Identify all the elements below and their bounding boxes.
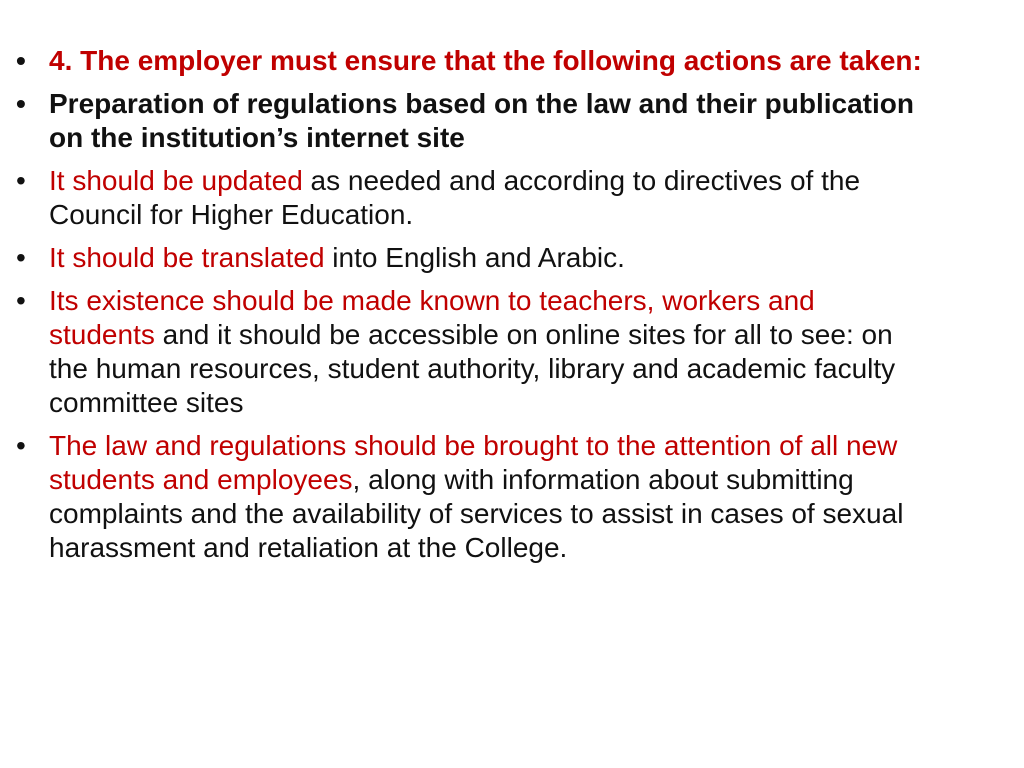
- list-item-updated: [16, 164, 924, 232]
- bullet-icon: •: [16, 285, 26, 316]
- list-item-heading: [16, 44, 924, 78]
- preparation-text: Preparation of regulations based on the law and their publication on the institution’s internet site: [49, 88, 914, 153]
- bullet-icon: •: [16, 165, 26, 196]
- list-item-attention: [16, 429, 924, 565]
- bullet-icon: •: [16, 430, 26, 461]
- bullet-icon: •: [16, 45, 26, 76]
- updated-highlight: It should be updated: [49, 165, 303, 196]
- list-item-existence: [16, 284, 924, 420]
- attention-text: , along with information about submitting complaints and the availability of services to assist in cases of sexual harassment and retaliation at the College.: [49, 464, 904, 563]
- updated-text: as needed and according to directives of the Council for Higher Education.: [49, 165, 861, 230]
- list-item-preparation: [16, 87, 924, 155]
- bullet-list: [16, 44, 924, 565]
- attention-highlight: The law and regulations should be brought to the attention of all new students and employees: [49, 430, 898, 495]
- existence-highlight: Its existence should be made known to teachers, workers and students: [49, 285, 815, 350]
- existence-text: and it should be accessible on online sites for all to see: on the human resources, student authority, library and academic faculty committee sites: [49, 319, 896, 418]
- bullet-icon: •: [16, 242, 26, 273]
- translated-highlight: It should be translated: [49, 242, 325, 273]
- list-item-translated: [16, 241, 924, 275]
- translated-text: into English and Arabic.: [324, 242, 625, 273]
- bullet-icon: •: [16, 88, 26, 119]
- heading-text: 4. The employer must ensure that the following actions are taken:: [49, 45, 922, 76]
